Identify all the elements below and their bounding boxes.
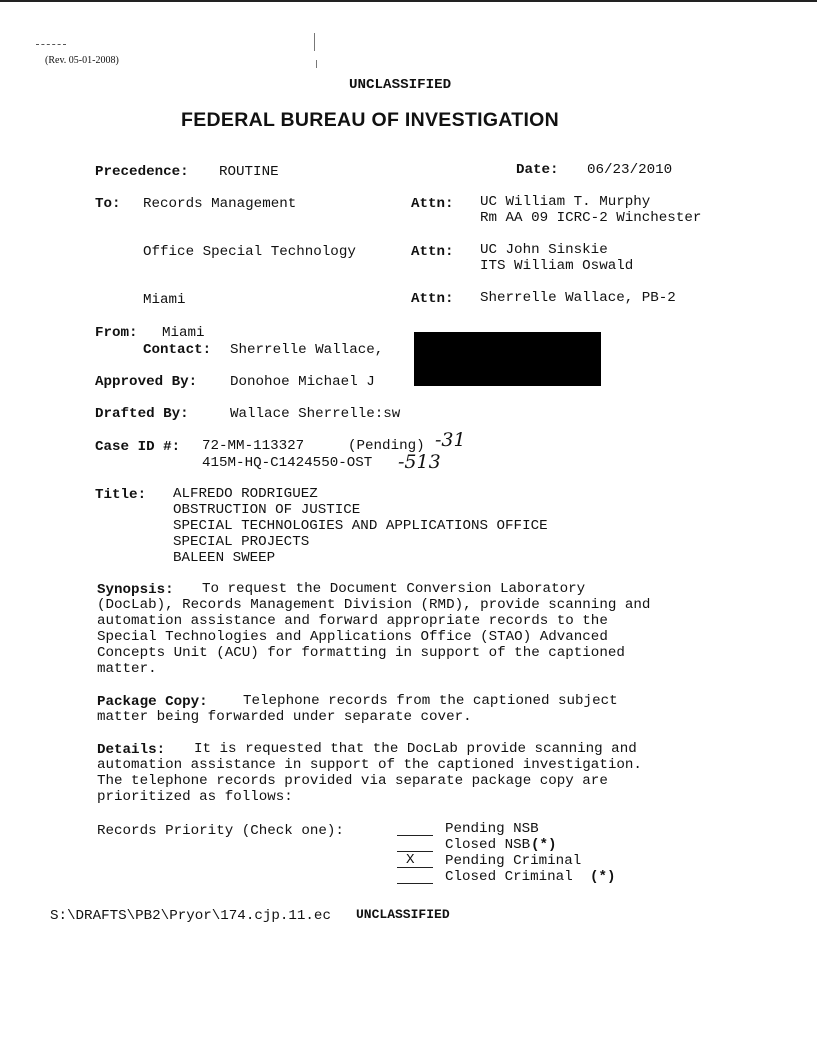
option-pending-criminal: Pending Criminal [445, 853, 582, 869]
scan-edge-line [0, 0, 817, 2]
redaction-box [414, 332, 601, 386]
synopsis-label: Synopsis: [97, 582, 174, 598]
attn-line: Sherrelle Wallace, PB-2 [480, 290, 676, 306]
attn-label: Attn: [411, 196, 454, 212]
option-closed-criminal: Closed Criminal [445, 869, 573, 885]
drafted-label: Drafted By: [95, 406, 189, 422]
case-id-1: 72-MM-113327 [202, 438, 305, 454]
checkbox-line-closed-nsb [397, 851, 433, 852]
attn-label: Attn: [411, 291, 454, 307]
title-line: SPECIAL PROJECTS [173, 534, 310, 550]
date-label: Date: [516, 162, 559, 178]
scan-mark [314, 33, 315, 51]
package-copy-line: Telephone records from the captioned subject [243, 693, 618, 709]
asterisk-note: (*) [531, 837, 557, 853]
handwritten-serial-1: -31 [435, 429, 466, 451]
title-line: OBSTRUCTION OF JUSTICE [173, 502, 361, 518]
synopsis-line: Concepts Unit (ACU) for formatting in support of the captioned [97, 645, 625, 661]
package-copy-label: Package Copy: [97, 694, 208, 710]
attn-line: ITS William Oswald [480, 258, 634, 274]
handwritten-serial-2: -513 [398, 451, 441, 473]
form-revision: (Rev. 05-01-2008) [45, 55, 119, 66]
to-recipient: Records Management [143, 196, 297, 212]
attn-line: UC John Sinskie [480, 242, 608, 258]
attn-line: Rm AA 09 ICRC-2 Winchester [480, 210, 702, 226]
precedence-label: Precedence: [95, 164, 189, 180]
package-copy-line: matter being forwarded under separate cover. [97, 709, 472, 725]
checkbox-line-closed-criminal [397, 883, 433, 884]
attn-label: Attn: [411, 244, 454, 260]
option-closed-nsb: Closed NSB [445, 837, 531, 853]
to-recipient: Office Special Technology [143, 244, 356, 260]
classification-top: UNCLASSIFIED [349, 77, 452, 93]
check-mark: X [406, 852, 415, 868]
records-priority-label: Records Priority (Check one): [97, 823, 344, 839]
scan-dashes [36, 44, 66, 45]
case-id-label: Case ID #: [95, 439, 181, 455]
details-label: Details: [97, 742, 166, 758]
case-id-2: 415M-HQ-C1424550-OST [202, 455, 373, 471]
classification-bottom: UNCLASSIFIED [356, 907, 450, 922]
contact-value: Sherrelle Wallace, [230, 342, 384, 358]
asterisk-note: (*) [590, 869, 616, 885]
from-value: Miami [162, 325, 205, 341]
title-label: Title: [95, 487, 147, 503]
file-path: S:\DRAFTS\PB2\Pryor\174.cjp.11.ec [50, 908, 331, 924]
checkbox-line-pending-criminal [397, 867, 433, 868]
synopsis-line: (DocLab), Records Management Division (RMD), provide scanning and [97, 597, 651, 613]
title-line: SPECIAL TECHNOLOGIES AND APPLICATIONS OFFICE [173, 518, 548, 534]
title-line: ALFREDO RODRIGUEZ [173, 486, 318, 502]
details-line: The telephone records provided via separate package copy are [97, 773, 608, 789]
synopsis-line: matter. [97, 661, 157, 677]
contact-label: Contact: [143, 342, 212, 358]
synopsis-line: To request the Document Conversion Laboratory [202, 581, 586, 597]
date-value: 06/23/2010 [587, 162, 673, 178]
checkbox-line-pending-nsb [397, 835, 433, 836]
option-pending-nsb: Pending NSB [445, 821, 539, 837]
details-line: It is requested that the DocLab provide scanning and [194, 741, 637, 757]
synopsis-line: automation assistance and forward appropriate records to the [97, 613, 608, 629]
attn-line: UC William T. Murphy [480, 194, 651, 210]
details-line: automation assistance in support of the captioned investigation. [97, 757, 642, 773]
precedence-value: ROUTINE [219, 164, 279, 180]
agency-title: FEDERAL BUREAU OF INVESTIGATION [181, 109, 560, 131]
title-line: BALEEN SWEEP [173, 550, 276, 566]
scan-mark [316, 60, 317, 68]
synopsis-line: Special Technologies and Applications Office (STAO) Advanced [97, 629, 608, 645]
to-label: To: [95, 196, 121, 212]
drafted-value: Wallace Sherrelle:sw [230, 406, 401, 422]
details-line: prioritized as follows: [97, 789, 293, 805]
to-recipient: Miami [143, 292, 186, 308]
case-status-1: (Pending) [348, 438, 425, 454]
from-label: From: [95, 325, 138, 341]
approved-value: Donohoe Michael J [230, 374, 375, 390]
approved-label: Approved By: [95, 374, 198, 390]
